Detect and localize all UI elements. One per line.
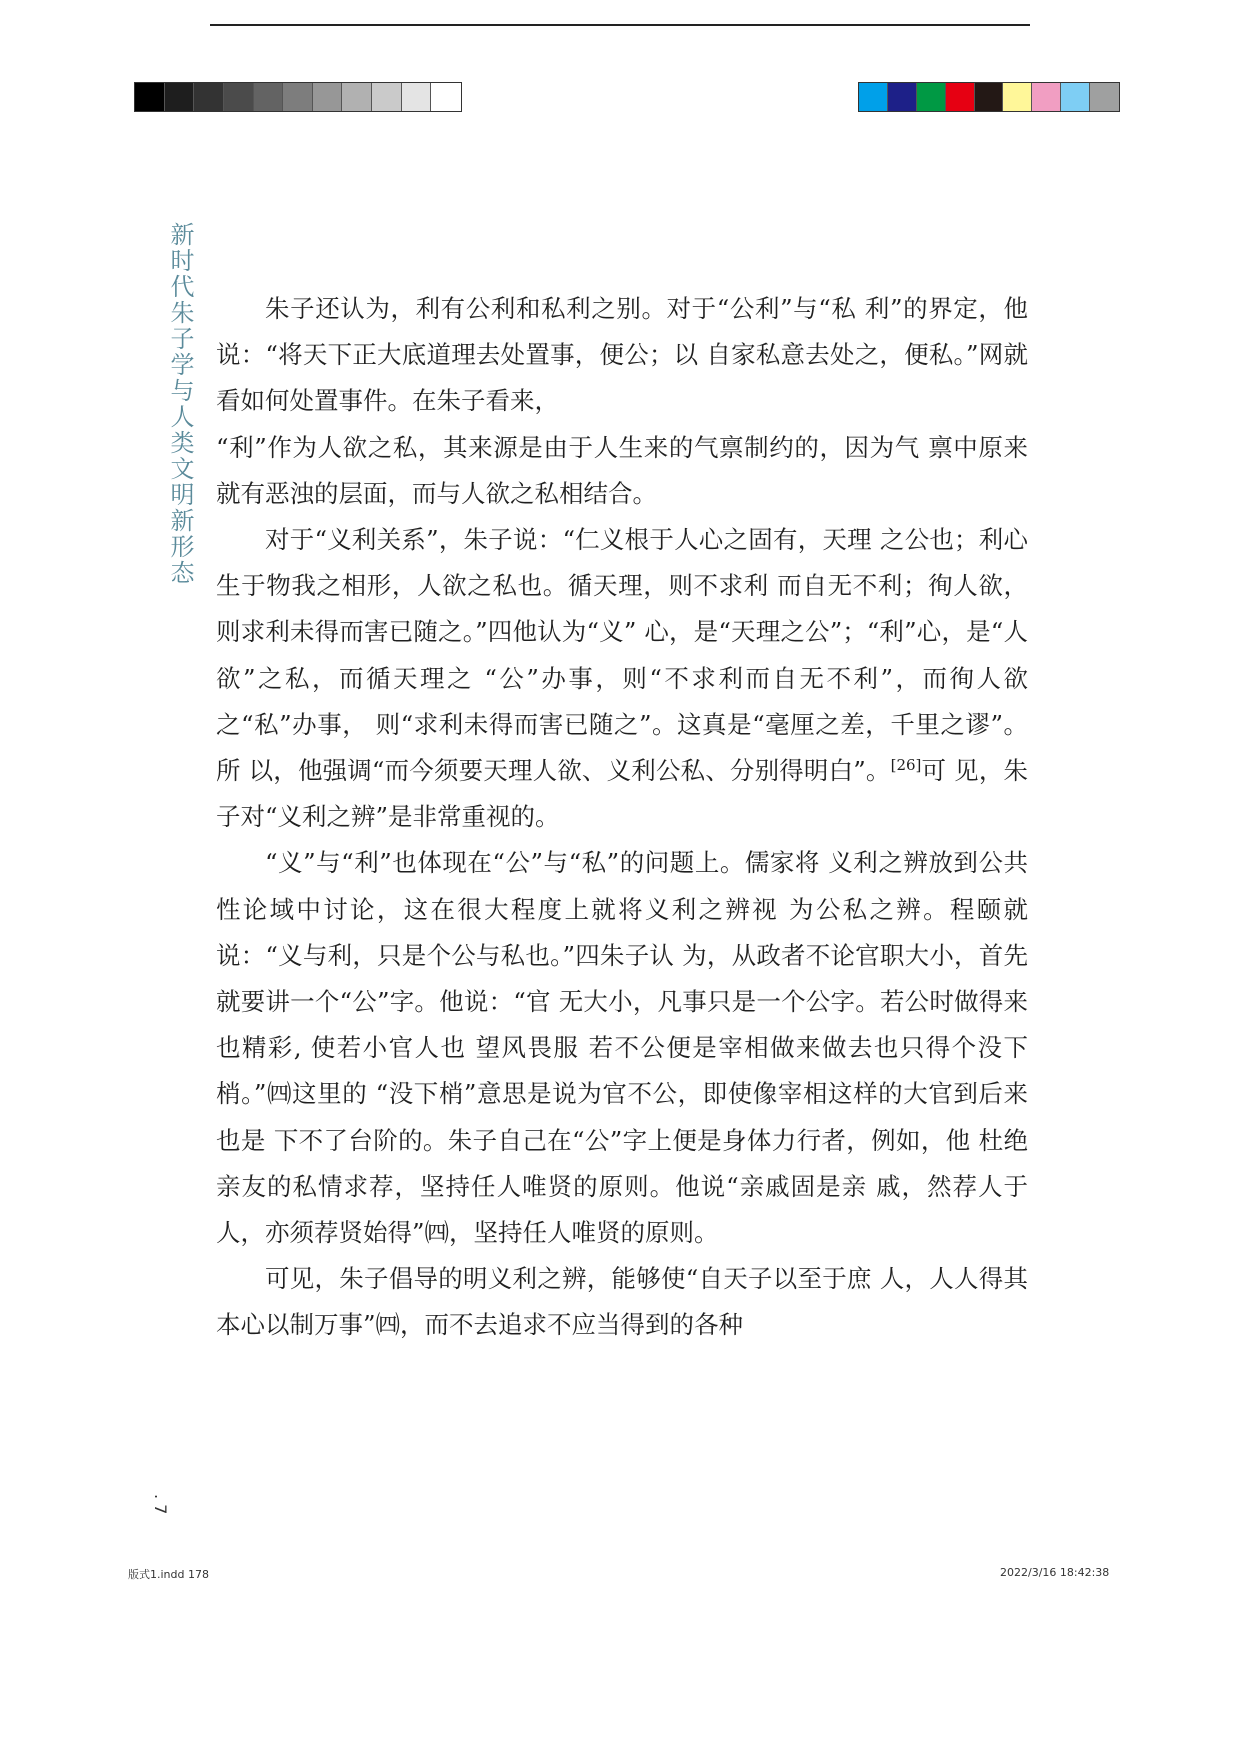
paragraph-5: 可见，朱子倡导的明义利之辨，能够使“自天子以至于庶 人，人人得其本心以制万事”㈣，而不去追求不应当得到的各种 xyxy=(216,1264,1028,1340)
color-swatch-9 xyxy=(1090,83,1119,111)
color-swatch-2 xyxy=(888,83,917,111)
gray-swatch-11 xyxy=(431,83,461,111)
gray-swatch-8 xyxy=(342,83,372,111)
color-swatch-5 xyxy=(975,83,1004,111)
paragraph-2: “利”作为人欲之私，其来源是由于人生来的气禀制约的，因为气 禀中原来就有恶浊的层面，而与人欲之私相结合。 xyxy=(216,432,1028,508)
gray-swatch-7 xyxy=(313,83,343,111)
color-swatch-4 xyxy=(946,83,975,111)
color-swatch-1 xyxy=(859,83,888,111)
page-number: . 7 xyxy=(151,1494,170,1515)
color-swatch-6 xyxy=(1003,83,1032,111)
gray-swatch-5 xyxy=(254,83,284,111)
gray-swatch-1 xyxy=(135,83,165,111)
paragraph-4: “义”与“利”也体现在“公”与“私”的问题上。儒家将 义利之辨放到公共性论域中讨论，这在很大程度上就将义利之辨视 为公私之辨。程颐就说：“义与利，只是个公与私也。”四朱子认 为，从政者不论官职大小，首先就要讲一个“公”字。他说：“官 无大小，凡事只是一个公字。若公时做得来也精彩, 使若小官人也 望风畏服 若不公便是宰相做来做去也只得个没下梢。”㈣这里的 “没下梢”意思是说为官不公，即使像宰相这样的大官到后来也是 下不了台阶的。朱子自己在“公”字上便是身体力行者，例如，他 杜绝亲友的私情求荐，坚持任人唯贤的原则。他说“亲戚固是亲 戚，然荐人于人，亦须荐贤始得”㈣，坚持任人唯贤的原则。 xyxy=(216,848,1028,1248)
footer-file-name: 版式1.indd 178 xyxy=(128,1568,209,1581)
paragraph-3 xyxy=(216,517,1028,840)
gray-swatch-9 xyxy=(372,83,402,111)
footer-timestamp: 2022/3/16 18:42:38 xyxy=(1000,1566,1110,1579)
gray-swatch-6 xyxy=(283,83,313,111)
gray-swatch-3 xyxy=(194,83,224,111)
citation-26: [26] xyxy=(890,755,922,774)
paragraph-3-tail: 可 见，朱子对“义利之辨”是非常重视的。 xyxy=(216,756,1028,832)
top-crop-rule xyxy=(210,24,1030,26)
paragraph-1: 朱子还认为，利有公利和私利之别。对于“公利”与“私 利”的界定，他说：“将天下正大底道理去处置事，便公；以 自家私意去处之，便私。”网就看如何处置事件。在朱子看来， xyxy=(216,294,1028,416)
gray-swatch-2 xyxy=(165,83,195,111)
body-text xyxy=(216,286,1028,1349)
color-swatch-3 xyxy=(917,83,946,111)
paragraph-3-text: 对于“义利关系”，朱子说：“仁义根于人心之固有，天理 之公也；利心生于物我之相形，人欲之私也。循天理，则不求利 而自无不利；徇人欲，则求利未得而害已随之。”四他认为“义” 心，是“天理之公”；“利”心，是“人欲”之私，而循天理之 “公”办事，则“不求利而自无不利”，而徇人欲之“私”办事， 则“求利未得而害已随之”。这真是“毫厘之差，千里之谬”。所 以，他强调“而今须要天理人欲、义利公私、分别得明白”。 xyxy=(216,525,1028,786)
running-title: 新时代朱子学与人类文明新形态 xyxy=(166,222,194,586)
color-calibration-bar xyxy=(858,82,1120,112)
color-swatch-8 xyxy=(1061,83,1090,111)
gray-swatch-4 xyxy=(224,83,254,111)
color-swatch-7 xyxy=(1032,83,1061,111)
grayscale-calibration-bar xyxy=(134,82,462,112)
gray-swatch-10 xyxy=(402,83,432,111)
